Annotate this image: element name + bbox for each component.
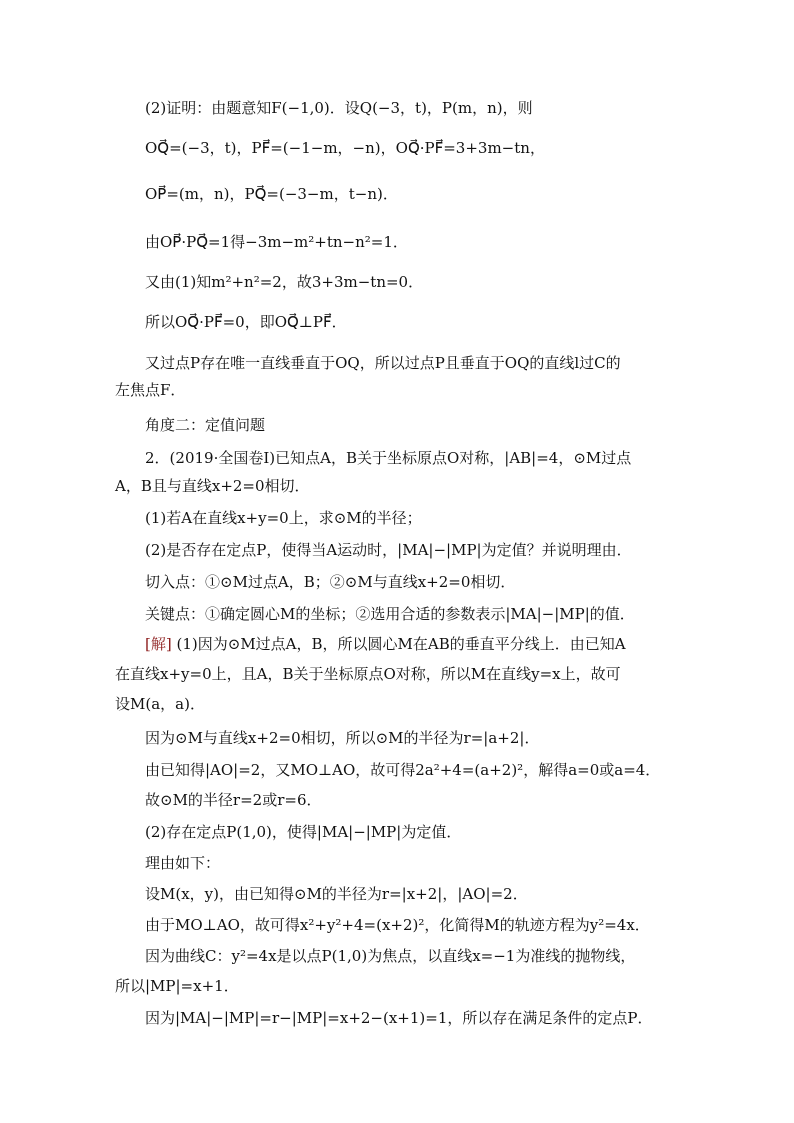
text-line: 由已知得|AO|=2，又MO⊥AO，故可得2a²+4=(a+2)²，解得a=0或a=4． [145, 761, 661, 779]
solution-tag: [解] [145, 635, 172, 653]
text-line: (1)若A在直线x+y=0上，求⊙M的半径； [145, 509, 422, 527]
text-line: A，B且与直线x+2=0相切． [115, 477, 310, 495]
text-line: OQ⃗=(−3，t)，PF⃗=(−1−m，−n)，OQ⃗·PF⃗=3+3m−tn， [145, 139, 545, 157]
text-line: OP⃗=(m，n)，PQ⃗=(−3−m，t−n)． [145, 185, 398, 203]
text-line: (1)因为⊙M过点A，B，所以圆心M在AB的垂直平分线上．由已知A [176, 635, 626, 653]
text-line: 切入点：①⊙M过点A，B；②⊙M与直线x+2=0相切． [145, 573, 516, 591]
text-line [145, 634, 626, 654]
text-line: 由OP⃗·PQ⃗=1得−3m−m²+tn−n²=1． [145, 233, 408, 251]
text-line: 又过点P存在唯一直线垂直于OQ，所以过点P且垂直于OQ的直线l过C的 [145, 354, 621, 372]
text-line: 因为曲线C：y²=4x是以点P(1,0)为焦点，以直线x=−1为准线的抛物线， [145, 947, 636, 965]
text-line: 左焦点F． [115, 381, 186, 399]
text-line: 因为|MA|−|MP|=r−|MP|=x+2−(x+1)=1，所以存在满足条件的定点P． [145, 1009, 653, 1027]
text-line: 由于MO⊥AO，故可得x²+y²+4=(x+2)²，化简得M的轨迹方程为y²=4x． [145, 916, 650, 934]
problem-statement: 2．(2019·全国卷Ⅰ)已知点A，B关于坐标原点O对称，|AB|=4，⊙M过点 [145, 449, 632, 467]
text-line: 所以OQ⃗·PF⃗=0，即OQ⃗⊥PF⃗． [145, 313, 347, 331]
text-line: (2)是否存在定点P，使得当A运动时，|MA|−|MP|为定值？并说明理由． [145, 541, 632, 559]
text-line: (2)存在定点P(1,0)，使得|MA|−|MP|为定值． [145, 823, 462, 841]
text-line: 理由如下： [145, 854, 221, 872]
text-line: 设M(x，y)，由已知得⊙M的半径为r=|x+2|，|AO|=2． [145, 885, 528, 903]
text-line: 故⊙M的半径r=2或r=6． [145, 791, 322, 809]
text-line: 因为⊙M与直线x+2=0相切，所以⊙M的半径为r=|a+2|． [145, 729, 540, 747]
text-line: 在直线x+y=0上，且A，B关于坐标原点O对称，所以M在直线y=x上，故可 [115, 665, 621, 683]
text-line: (2)证明：由题意知F(−1,0)．设Q(−3，t)，P(m，n)，则 [145, 99, 533, 117]
section-heading: 角度二：定值问题 [145, 416, 266, 434]
text-line: 设M(a，a)． [115, 695, 205, 713]
text-line: 又由(1)知m²+n²=2，故3+3m−tn=0． [145, 273, 424, 291]
text-line: 关键点：①确定圆心M的坐标；②选用合适的参数表示|MA|−|MP|的值． [145, 605, 635, 623]
text-line: 所以|MP|=x+1． [115, 977, 239, 995]
